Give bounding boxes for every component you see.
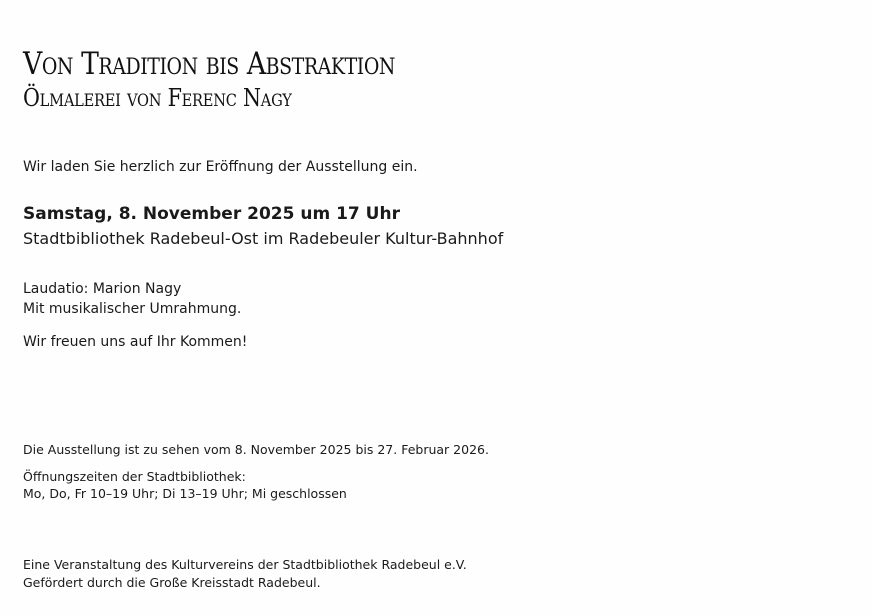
exhibition-subtitle: Ölmalerei von Ferenc Nagy <box>23 84 292 112</box>
sponsor-note: Gefördert durch die Große Kreisstadt Radebeul. <box>23 575 321 590</box>
exhibition-period: Die Ausstellung ist zu sehen vom 8. November 2025 bis 27. Februar 2026. <box>23 442 489 457</box>
opening-hours: Mo, Do, Fr 10–19 Uhr; Di 13–19 Uhr; Mi geschlossen <box>23 486 347 501</box>
opening-date-time: Samstag, 8. November 2025 um 17 Uhr <box>23 204 400 224</box>
closing-line: Wir freuen uns auf Ihr Kommen! <box>23 334 248 350</box>
organizer-note: Eine Veranstaltung des Kulturvereins der Stadtbibliothek Radebeul e.V. <box>23 557 467 572</box>
laudatio: Laudatio: Marion Nagy <box>23 281 182 297</box>
opening-hours-label: Öffnungszeiten der Stadtbibliothek: <box>23 469 246 484</box>
invitation-intro: Wir laden Sie herzlich zur Eröffnung der Ausstellung ein. <box>23 159 418 175</box>
exhibition-title: Von Tradition bis Abstraktion <box>23 46 396 82</box>
opening-venue: Stadtbibliothek Radebeul-Ost im Radebeuler Kultur-Bahnhof <box>23 229 504 248</box>
music-note: Mit musikalischer Umrahmung. <box>23 301 242 317</box>
